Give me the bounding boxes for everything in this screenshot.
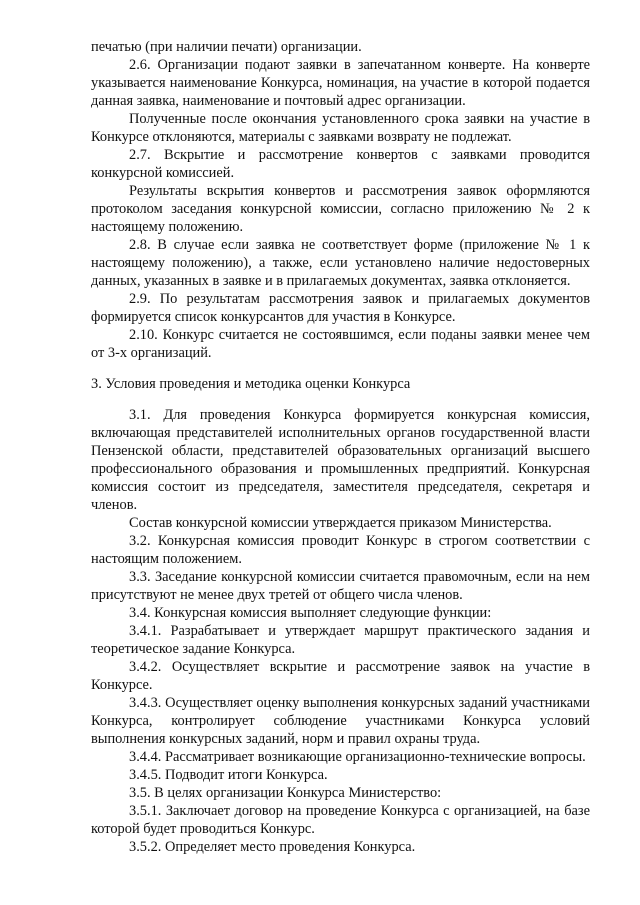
paragraph: печатью (при наличии печати) организации. xyxy=(91,39,362,55)
paragraph: 2.7. Вскрытие и рассмотрение конвертов с заявками проводится конкурсной комиссией. xyxy=(91,147,590,181)
paragraph: 3.5.1. Заключает договор на проведение Конкурса с организацией, на базе которой будет проводиться Конкурс. xyxy=(91,803,590,837)
paragraph: 2.8. В случае если заявка не соответствует форме (приложение № 1 к настоящему положению), а также, если установлено наличие недостоверных данных, указанных в заявке и в прилагаемых документах, заявка отклоняется. xyxy=(91,237,590,289)
paragraph: 2.10. Конкурс считается не состоявшимся, если поданы заявки менее чем от 3-х организаций. xyxy=(91,327,590,361)
paragraph: 3.4.2. Осуществляет вскрытие и рассмотрение заявок на участие в Конкурсе. xyxy=(91,659,590,693)
paragraph: 3.4.5. Подводит итоги Конкурса. xyxy=(129,767,328,783)
paragraph: Полученные после окончания установленного срока заявки на участие в Конкурсе отклоняются, материалы с заявками возврату не подлежат. xyxy=(91,111,590,145)
paragraph: 3.4.1. Разрабатывает и утверждает маршрут практического задания и теоретическое задание Конкурса. xyxy=(91,623,590,657)
paragraph: 3.2. Конкурсная комиссия проводит Конкурс в строгом соответствии с настоящим положением. xyxy=(91,533,590,567)
paragraph: Состав конкурсной комиссии утверждается приказом Министерства. xyxy=(129,515,552,531)
paragraph: 3.3. Заседание конкурсной комиссии считается правомочным, если на нем присутствуют не менее двух третей от общего числа членов. xyxy=(91,569,590,603)
paragraph: Результаты вскрытия конвертов и рассмотрения заявок оформляются протоколом заседания конкурсной комиссии, согласно приложению № 2 к настоящему положению. xyxy=(91,183,590,235)
paragraph: 3.5.2. Определяет место проведения Конкурса. xyxy=(129,839,416,855)
paragraph: 3.5. В целях организации Конкурса Министерство: xyxy=(129,785,442,801)
paragraph: 2.9. По результатам рассмотрения заявок и прилагаемых документов формируется список конкурсантов для участия в Конкурсе. xyxy=(91,291,590,325)
paragraph: 3.1. Для проведения Конкурса формируется конкурсная комиссия, включающая представителей исполнительных органов государственной власти Пензенской области, представителей образовательных организаций высшего профессионального образования и промышленных предприятий. Конкурсная комиссия состоит из председателя, заместителя председателя, секретаря и членов. xyxy=(91,407,590,513)
paragraph: 2.6. Организации подают заявки в запечатанном конверте. На конверте указывается наименование Конкурса, номинация, на участие в которой подается данная заявка, наименование и почтовый адрес организации. xyxy=(91,57,590,109)
paragraph: 3.4. Конкурсная комиссия выполняет следующие функции: xyxy=(129,605,492,621)
paragraph: 3.4.4. Рассматривает возникающие организационно-технические вопросы. xyxy=(129,749,586,765)
section-heading: 3. Условия проведения и методика оценки Конкурса xyxy=(91,376,411,392)
paragraph: 3.4.3. Осуществляет оценку выполнения конкурсных заданий участниками Конкурса, контролирует соблюдение участниками Конкурса условий выполнения конкурсных заданий, норм и правил охраны труда. xyxy=(91,695,590,747)
